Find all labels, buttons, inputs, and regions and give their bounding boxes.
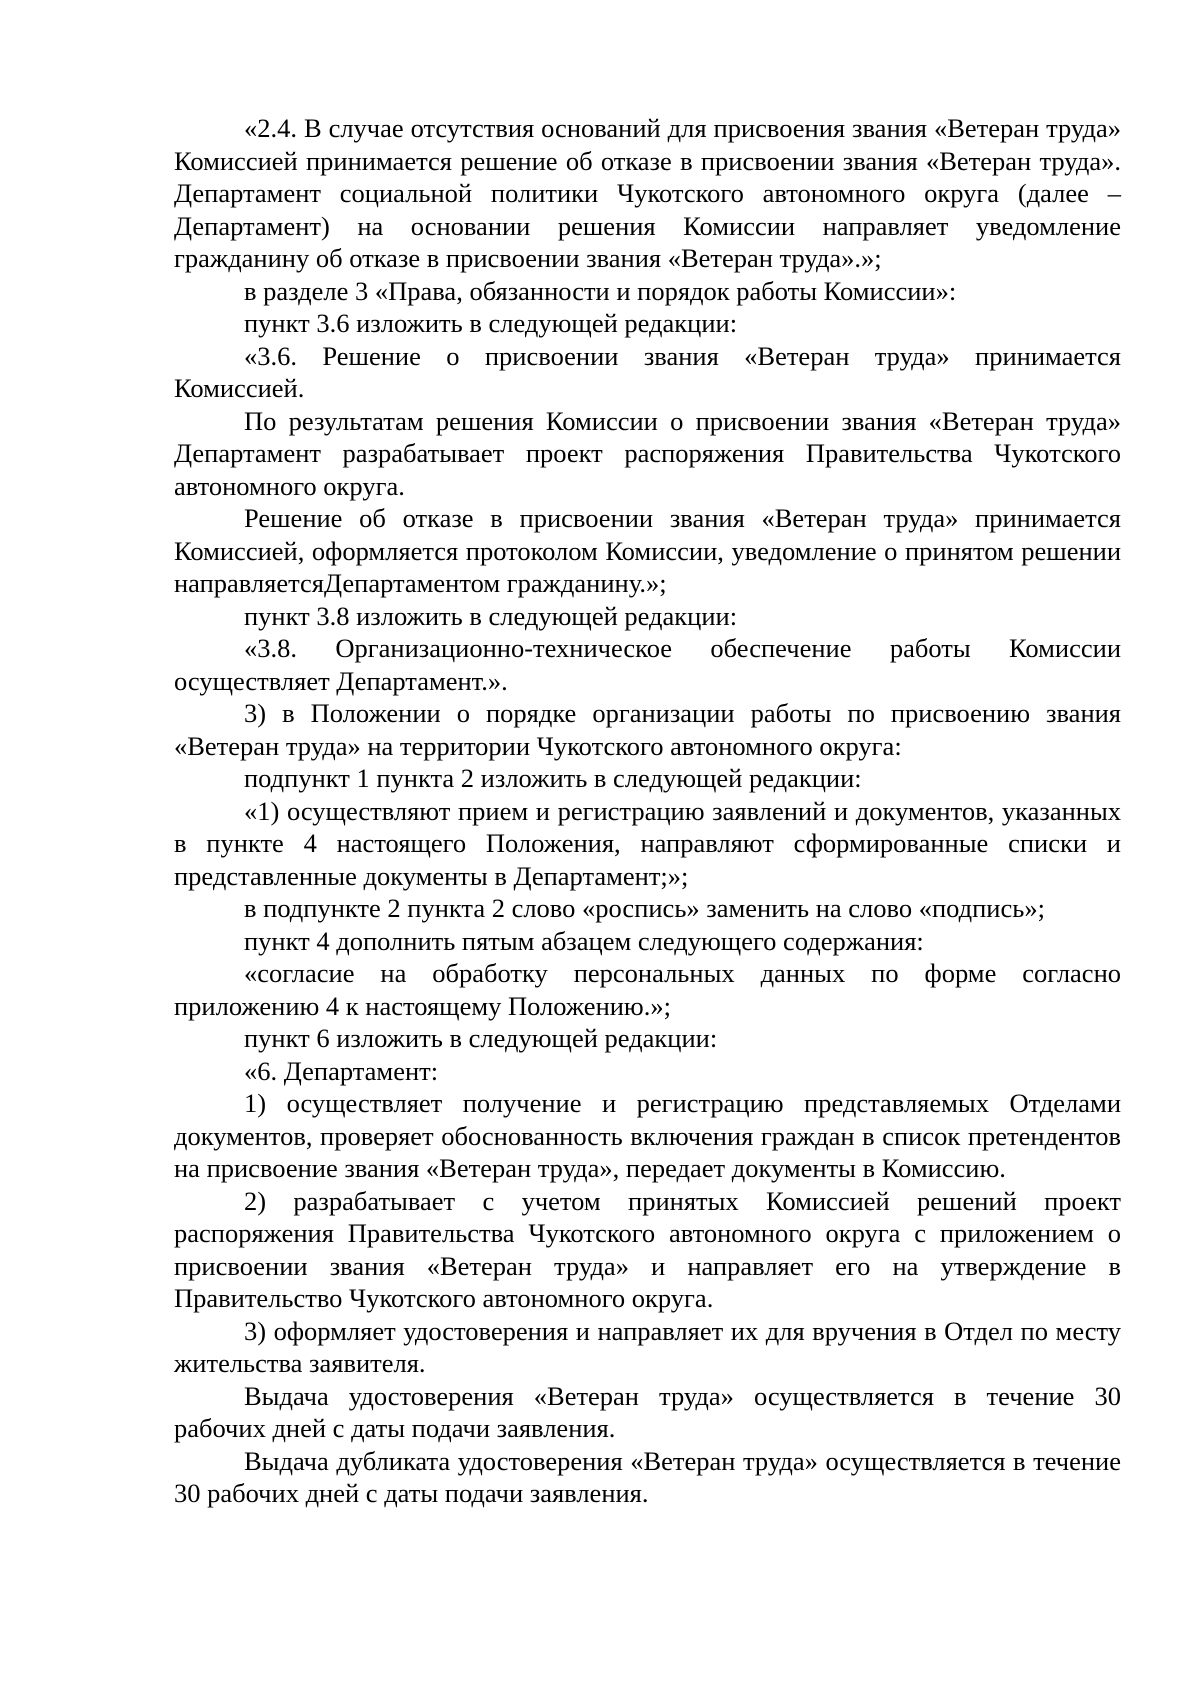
document-page bbox=[174, 112, 1121, 1510]
paragraph-point-3-6: «3.6. Решение о присвоении звания «Ветеран труда» принимается Комиссией. bbox=[174, 340, 1121, 403]
paragraph-point-3-8-intro: пункт 3.8 изложить в следующей редакции: bbox=[244, 600, 738, 631]
paragraph-section-3-heading: в разделе 3 «Права, обязанности и порядок работы Комиссии»: bbox=[244, 275, 957, 306]
paragraph-consent: «согласие на обработку персональных данных по форме согласно приложению 4 к настоящему Положению.»; bbox=[174, 958, 1121, 1021]
paragraph-point-6-department: «6. Департамент: bbox=[244, 1055, 439, 1086]
paragraph-subpoint-1-intro: подпункт 1 пункта 2 изложить в следующей редакции: bbox=[244, 763, 862, 793]
paragraph-subpoint-2-replace: в подпункте 2 пункта 2 слово «роспись» заменить на слово «подпись»; bbox=[244, 893, 1045, 923]
paragraph-item-3-regulation: 3) в Положении о порядке организации работы по присвоению звания «Ветеран труда» на территории Чукотского автономного округа: bbox=[174, 698, 1121, 761]
paragraph-issuance-term: Выдача удостоверения «Ветеран труда» осуществляется в течение 30 рабочих дней с даты подачи заявления. bbox=[174, 1380, 1121, 1443]
paragraph-point-3-8: «3.8. Организационно-техническое обеспечение работы Комиссии осуществляет Департамент.». bbox=[174, 633, 1121, 696]
paragraph-duty-2: 2) разрабатывает с учетом принятых Комиссией решений проект распоряжения Правительства Чукотского автономного округа с приложением о присвоении звания «Ветеран труда» и направляет его на утверждение в Правительство Чукотского автономного округа. bbox=[174, 1185, 1121, 1313]
paragraph-point-6-intro: пункт 6 изложить в следующей редакции: bbox=[244, 1023, 718, 1053]
paragraph-duplicate-term: Выдача дубликата удостоверения «Ветеран труда» осуществляется в течение 30 рабочих дней с даты подачи заявления. bbox=[174, 1445, 1121, 1508]
paragraph-refusal-decision: Решение об отказе в присвоении звания «Ветеран труда» принимается Комиссией, оформляется протоколом Комиссии, уведомление о принятом решении направляетсяДепартаментом гражданину.»; bbox=[174, 503, 1121, 598]
paragraph-subpoint-1: «1) осуществляют прием и регистрацию заявлений и документов, указанных в пункте 4 настоящего Положения, направляют сформированные списки и представленные документы в Департамент;»; bbox=[174, 795, 1121, 891]
paragraph-2-4-refusal: «2.4. В случае отсутствия оснований для присвоения звания «Ветеран труда» Комиссией принимается решение об отказе в присвоении звания «Ветеран труда». Департамент социальной политики Чукотского автономного округа (далее – Департамент) на основании решения Комиссии направляет уведомление гражданину об отказе в присвоении звания «Ветеран труда».»; bbox=[174, 113, 1121, 273]
paragraph-duty-1: 1) осуществляет получение и регистрацию представляемых Отделами документов, проверяет обоснованность включения граждан в список претендентов на присвоение звания «Ветеран труда», передает документы в Комиссию. bbox=[174, 1088, 1121, 1183]
paragraph-commission-results: По результатам решения Комиссии о присвоении звания «Ветеран труда» Департамент разрабатывает проект распоряжения Правительства Чукотского автономного округа. bbox=[174, 405, 1121, 501]
paragraph-duty-3: 3) оформляет удостоверения и направляет их для вручения в Отдел по месту жительства заявителя. bbox=[174, 1315, 1121, 1378]
paragraph-point-3-6-intro: пункт 3.6 изложить в следующей редакции: bbox=[244, 308, 738, 338]
paragraph-point-4-intro: пункт 4 дополнить пятым абзацем следующего содержания: bbox=[244, 925, 924, 956]
